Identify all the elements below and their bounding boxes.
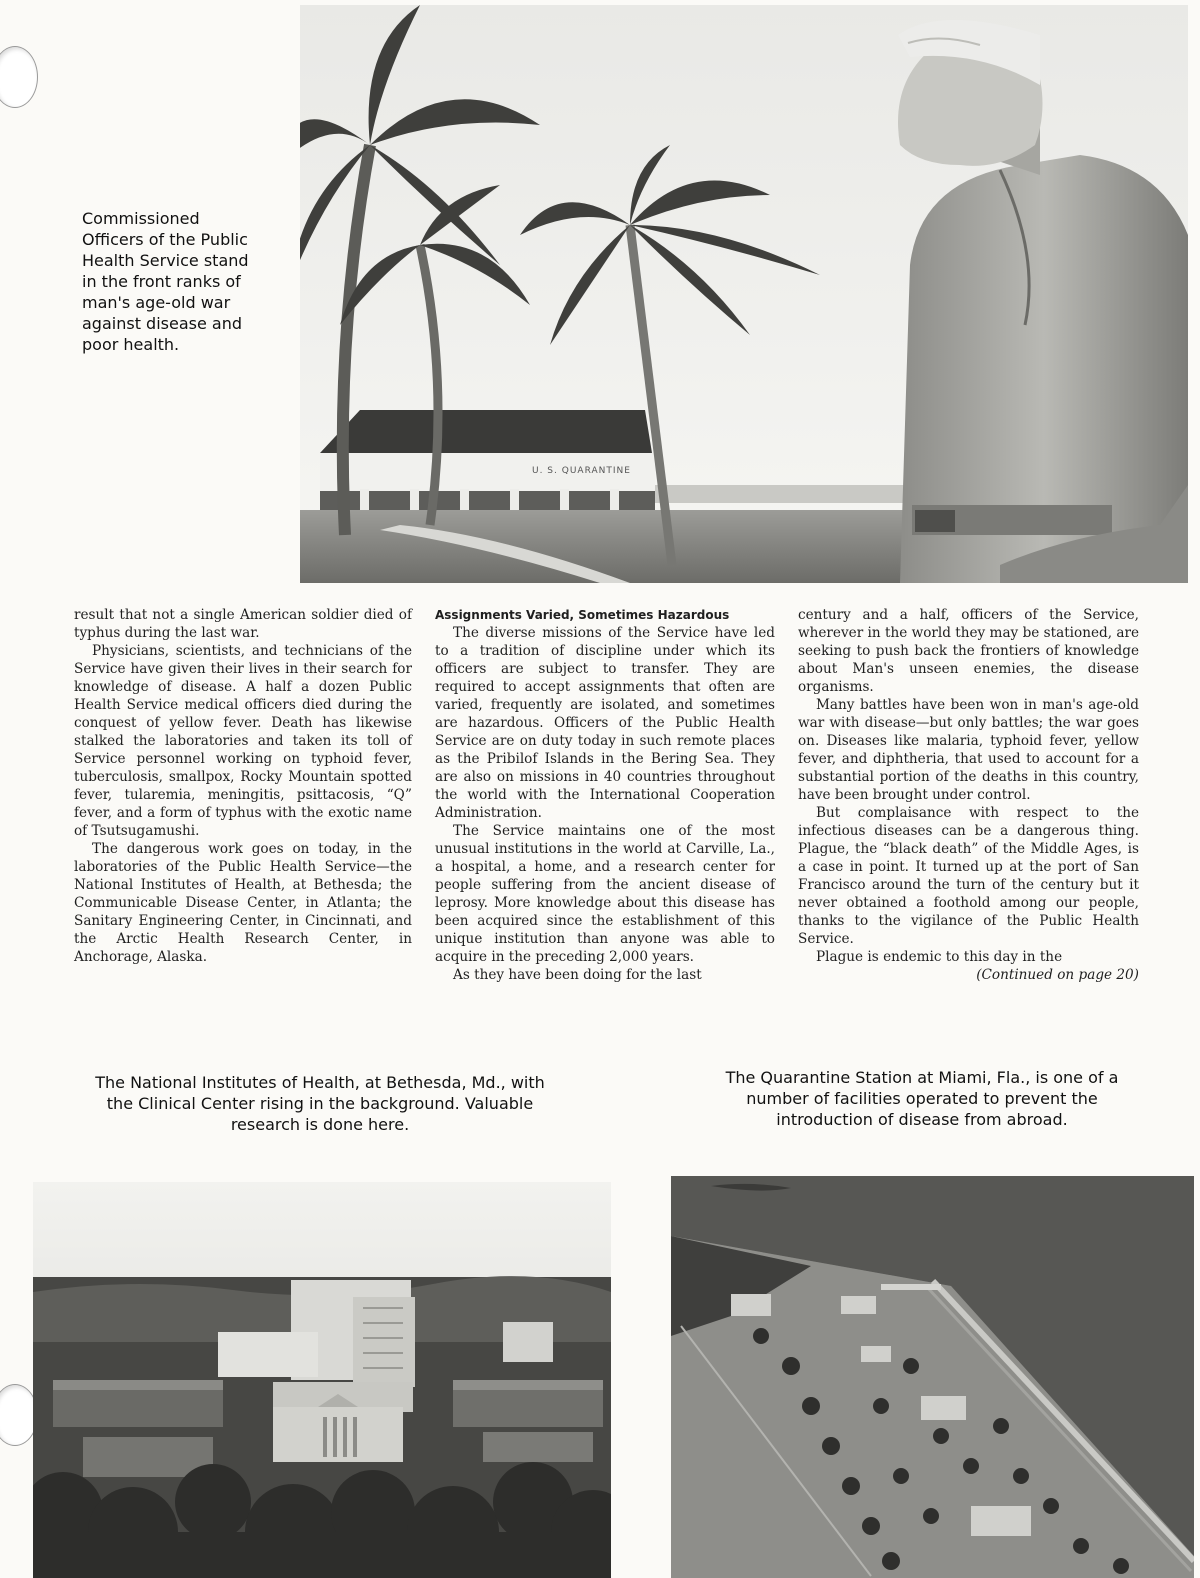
miami-quarantine-aerial-photo	[671, 1176, 1194, 1578]
quarantine-sign: U. S. QUARANTINE	[532, 466, 631, 476]
article-column-2	[435, 606, 775, 984]
col2-paragraph-3: As they have been doing for the last	[453, 967, 702, 983]
col3-paragraph-4: Plague is endemic to this day in the	[816, 949, 1063, 965]
nih-photo-caption: The National Institutes of Health, at Bethesda, Md., with the Clinical Center rising in the background. Valuable research is done here.	[95, 1073, 545, 1134]
col2-paragraph-1: The diverse missions of the Service have led to a tradition of discipline under which its officers are subject to transfer. They are required to accept assignments that often are varied, frequently are isolated, and sometimes are hazardous. Officers of the Public Health Service are on duty today in such remote places as the Pribilof Islands in the Bering Sea. They are also on missions in 40 countries throughout the world with the International Cooperation Administration.	[435, 625, 775, 821]
article-column-1	[74, 606, 412, 966]
col1-paragraph-2: Physicians, scientists, and technicians of the Service have given their lives in their search for knowledge of disease. A half a dozen Public Health Service medical officers died during the conquest of yellow fever. Death has likewise stalked the laboratories and taken its toll of Service personnel working on typhoid fever, tuberculosis, smallpox, Rocky Mountain spotted fever, tularemia, meningitis, psittacosis, “Q” fever, and a form of typhus with the exotic name of Tsutsugamushi.	[74, 643, 412, 839]
col2-paragraph-2: The Service maintains one of the most unusual institutions in the world at Carville, La., a hospital, a home, and a research center for people suffering from the ancient disease of leprosy. More knowledge about this disease has been acquired since the establishment of this unique institution than anyone was able to acquire in the preceding 2,000 years.	[435, 823, 775, 965]
col1-paragraph-3: The dangerous work goes on today, in the laboratories of the Public Health Service—the National Institutes of Health, at Bethesda; the Communicable Disease Center, in Atlanta; the Sanitary Engineering Center, in Cincinnati, and the Arctic Health Research Center, in Anchorage, Alaska.	[74, 841, 412, 965]
col1-paragraph-1: result that not a single American soldier died of typhus during the last war.	[74, 607, 412, 641]
col3-paragraph-1: century and a half, officers of the Service, wherever in the world they may be stationed, are seeking to push back the frontiers of knowledge about Man's unseen enemies, the disease organisms.	[798, 607, 1139, 695]
section-heading: Assignments Varied, Sometimes Hazardous	[435, 608, 730, 622]
col3-paragraph-3: But complaisance with respect to the infectious diseases can be a dangerous thing. Plague, the “black death” of the Middle Ages, is a case in point. It turned up at the port of San Francisco around the turn of the century but it never obtained a foothold among our people, thanks to the vigilance of the Public Health Service.	[798, 805, 1139, 947]
nih-aerial-photo	[33, 1182, 611, 1578]
binder-hole-top	[0, 46, 38, 108]
continued-note: (Continued on page 20)	[976, 967, 1139, 983]
officer-quarantine-photo	[300, 5, 1188, 583]
col3-paragraph-2: Many battles have been won in man's age-old war with disease—but only battles; the war goes on. Diseases like malaria, typhoid fever, yellow fever, and diphtheria, that used to account for a substantial portion of the deaths in this country, have been brought under control.	[798, 697, 1139, 803]
article-column-3	[798, 606, 1139, 984]
top-photo-caption: Commissioned Officers of the Public Health Service stand in the front ranks of man's age-old war against disease and poor health.	[82, 209, 249, 354]
miami-photo-caption: The Quarantine Station at Miami, Fla., is one of a number of facilities operated to prevent the introduction of disease from abroad.	[725, 1068, 1119, 1129]
